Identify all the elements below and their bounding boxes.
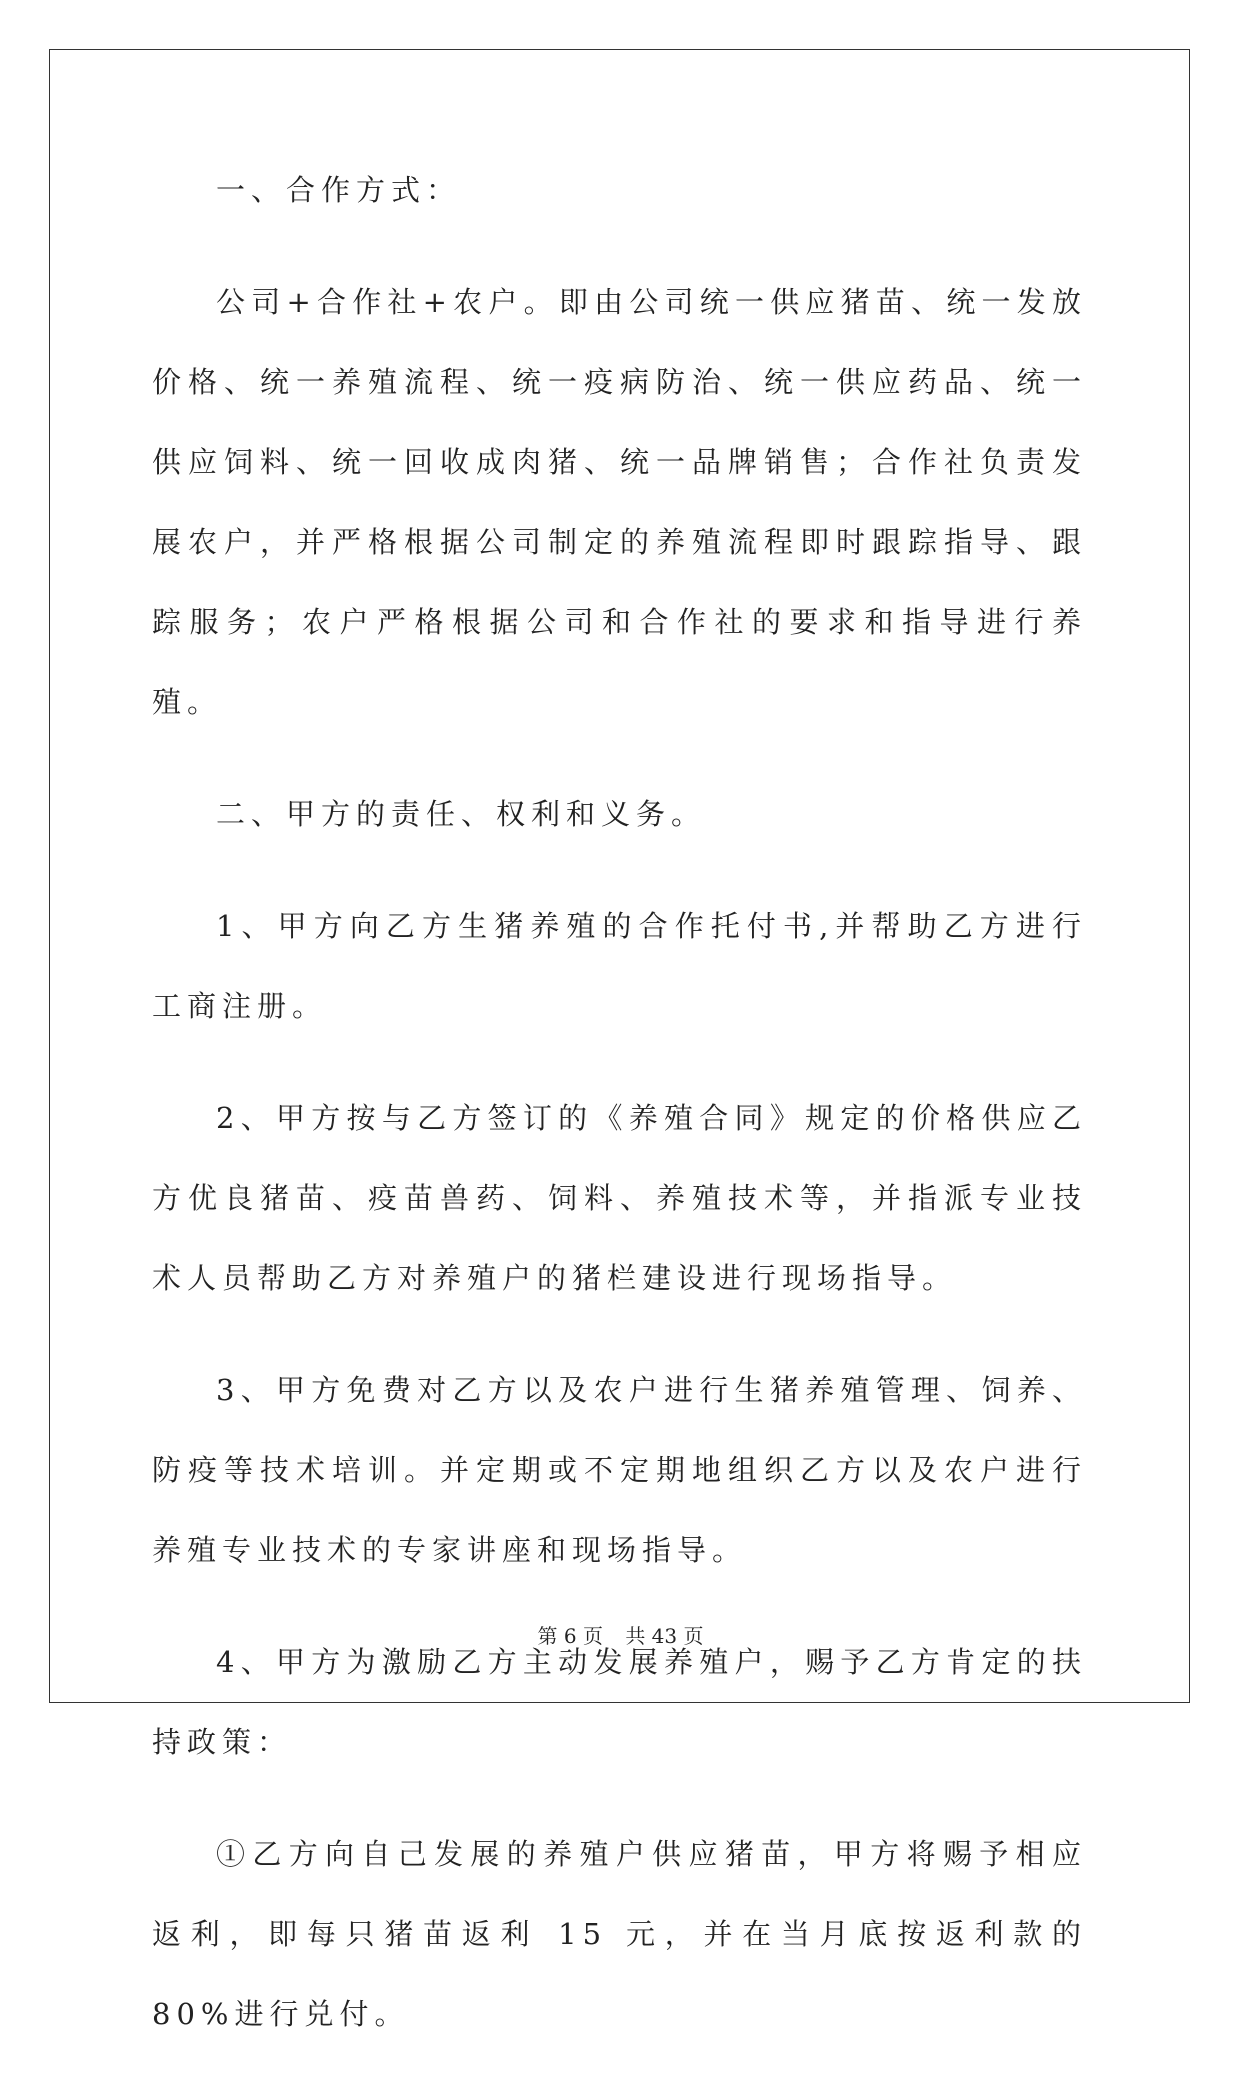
section-heading-party-a: 二、甲方的责任、权利和义务。 [216, 797, 707, 831]
clause-2: 2、甲方按与乙方签订的《养殖合同》规定的价格供应乙方优良猪苗、疫苗兽药、饲料、养殖技术等，并指派专业技术人员帮助乙方对养殖户的猪栏建设进行现场指导。 [152, 1101, 1087, 1295]
paragraph-cooperation-model: 公司+合作社+农户。即由公司统一供应猪苗、统一发放价格、统一养殖流程、统一疫病防治、统一供应药品、统一供应饲料、统一回收成肉猪、统一品牌销售；合作社负责发展农户，并严格根据公司制定的养殖流程即时跟踪指导、跟踪服务；农户严格根据公司和合作社的要求和指导进行养殖。 [152, 285, 1087, 719]
clause-4: 4、甲方为激励乙方主动发展养殖户，赐予乙方肯定的扶持政策： [152, 1645, 1087, 1759]
page-number: 第 6 页 [537, 1624, 603, 1648]
clause-1: 1、甲方向乙方生猪养殖的合作托付书,并帮助乙方进行工商注册。 [152, 909, 1087, 1023]
section-heading-cooperation: 一、合作方式： [216, 173, 462, 207]
page-total: 共 43 页 [625, 1624, 704, 1648]
clause-3: 3、甲方免费对乙方以及农户进行生猪养殖管理、饲养、防疫等技术培训。并定期或不定期地组织乙方以及农户进行养殖专业技术的专家讲座和现场指导。 [152, 1373, 1087, 1567]
document-body [152, 150, 1087, 2086]
page-footer [0, 1620, 1241, 1649]
clause-4-item-1: ①乙方向自己发展的养殖户供应猪苗，甲方将赐予相应返利，即每只猪苗返利 15 元，并在当月底按返利款的 80%进行兑付。 [152, 1837, 1087, 2031]
